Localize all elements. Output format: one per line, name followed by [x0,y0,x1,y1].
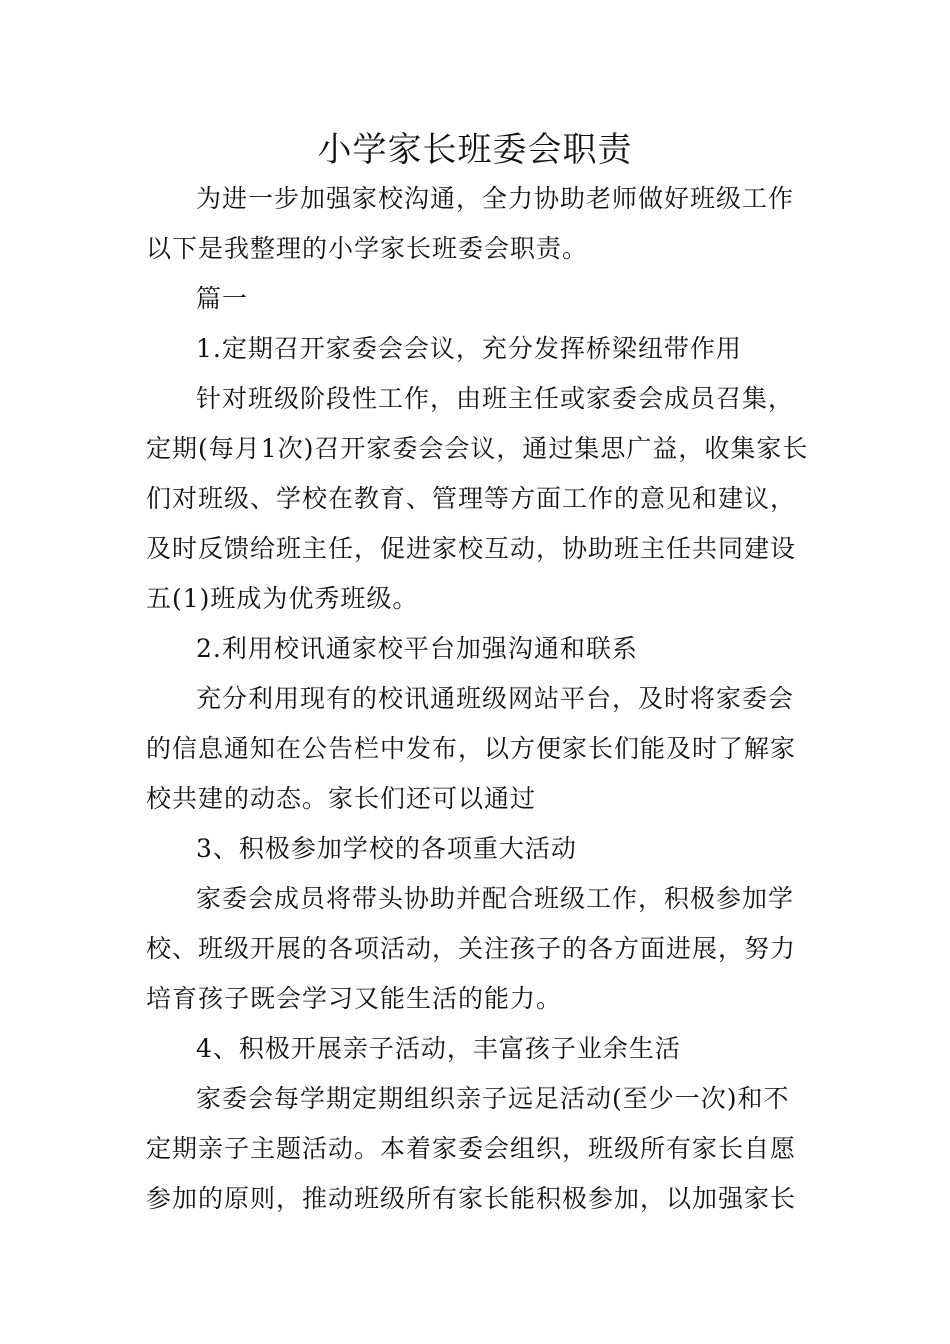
paragraph-line: 家委会每学期定期组织亲子远足活动(至少一次)和不 [196,1084,790,1113]
paragraph-line: 五(1)班成为优秀班级。 [146,584,419,613]
paragraph-line: 为进一步加强家校沟通，全力协助老师做好班级工作 [196,184,795,213]
paragraph-line: 校共建的动态。家长们还可以通过 [146,784,537,813]
paragraph-line: 校、班级开展的各项活动，关注孩子的各方面进展，努力 [146,934,797,963]
paragraph-line: 参加的原则，推动班级所有家长能积极参加，以加强家长 [146,1184,797,1213]
item-heading: 2.利用校讯通家校平台加强沟通和联系 [196,634,638,663]
paragraph-line: 家委会成员将带头协助并配合班级工作，积极参加学 [196,884,795,913]
paragraph-line: 定期(每月1次)召开家委会会议，通过集思广益，收集家长 [146,434,809,463]
paragraph-line: 培育孩子既会学习又能生活的能力。 [146,984,563,1013]
paragraph-line: 及时反馈给班主任，促进家校互动，协助班主任共同建设 [146,534,797,563]
paragraph-line: 的信息通知在公告栏中发布，以方便家长们能及时了解家 [146,734,797,763]
paragraph-line: 充分利用现有的校讯通班级网站平台，及时将家委会 [196,684,795,713]
document-title: 小学家长班委会职责 [317,130,633,170]
paragraph-line: 定期亲子主题活动。本着家委会组织，班级所有家长自愿 [146,1134,797,1163]
item-heading: 1.定期召开家委会会议，充分发挥桥梁纽带作用 [196,334,742,363]
item-heading: 3、积极参加学校的各项重大活动 [196,834,577,863]
item-heading: 4、积极开展亲子活动，丰富孩子业余生活 [196,1034,681,1063]
paragraph-line: 以下是我整理的小学家长班委会职责。 [146,234,589,263]
paragraph-line: 针对班级阶段性工作，由班主任或家委会成员召集， [196,384,795,413]
paragraph-line: 们对班级、学校在教育、管理等方面工作的意见和建议， [146,484,797,513]
section-heading: 篇一 [196,284,249,313]
